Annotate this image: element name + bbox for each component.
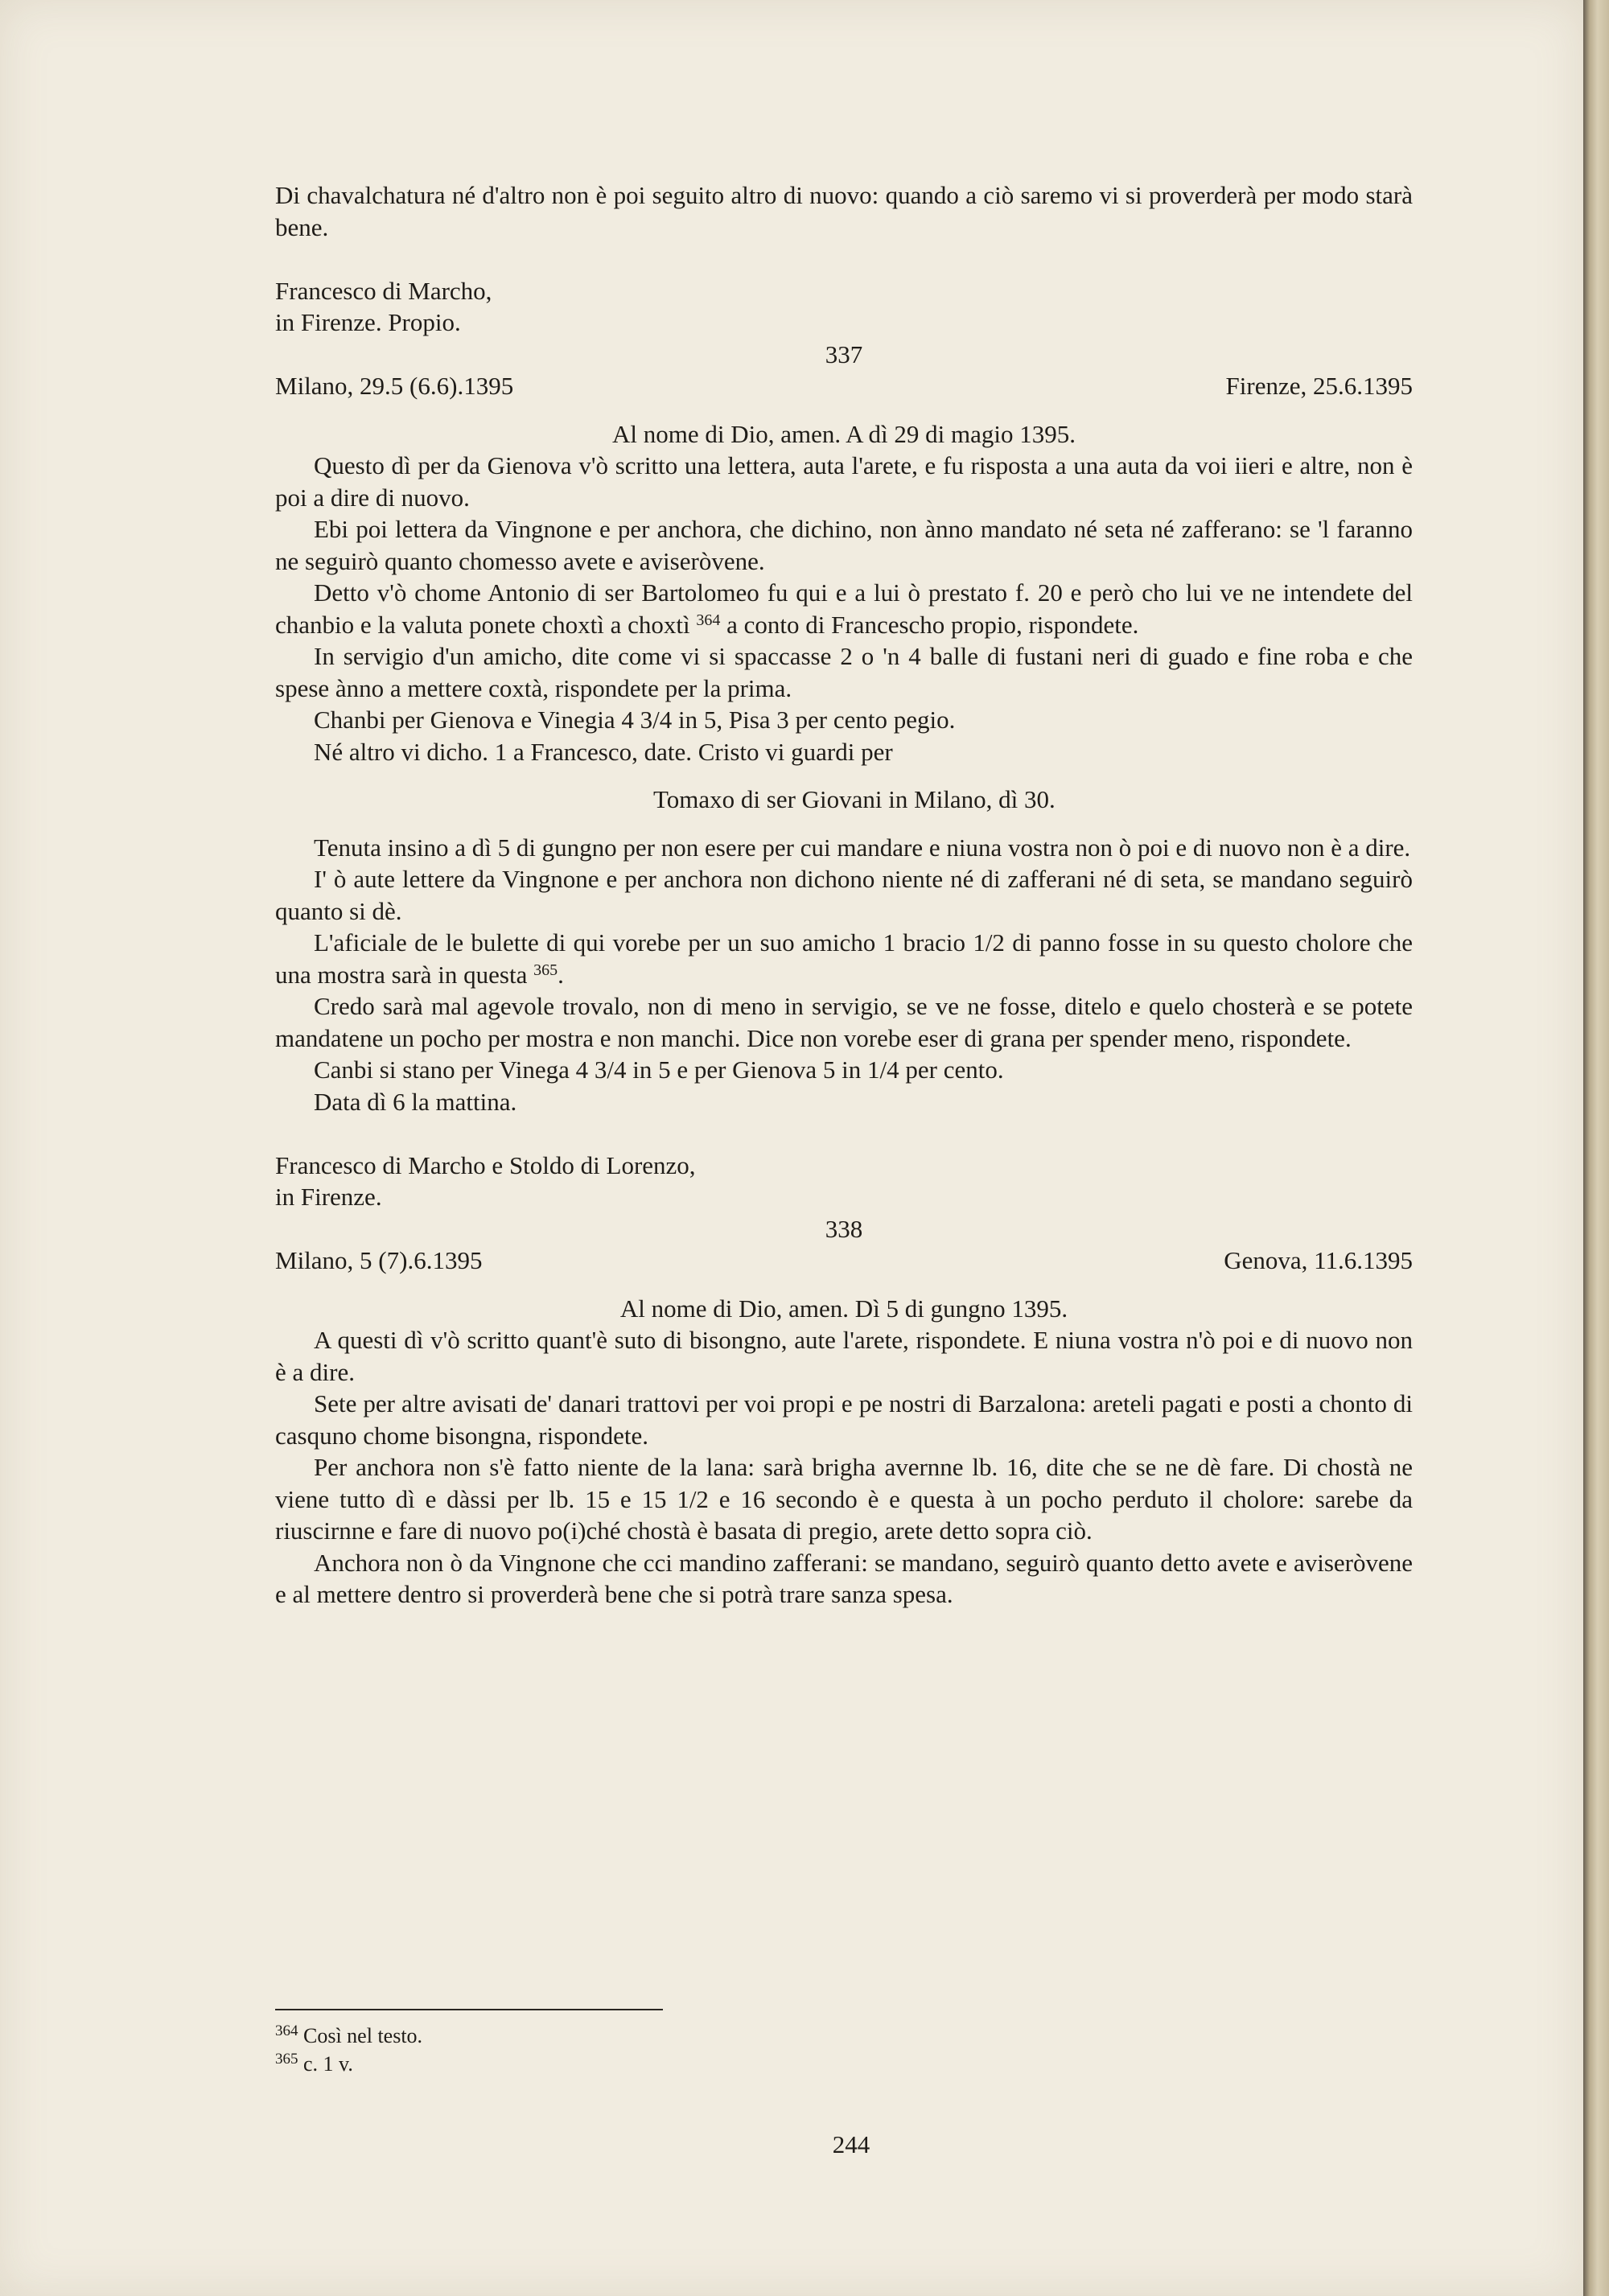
letter-337-paragraph: Ebi poi lettera da Vingnone e per anchora, che dichino, non ànno mandato né seta né zafferano: se 'l faranno ne seguirò quanto chomesso avete e aviseròvene. (275, 515, 1413, 575)
letter-337-paragraph (275, 927, 1413, 990)
letter-337-arrival-date: Firenze, 25.6.1395 (1225, 372, 1413, 400)
footnote-number: 364 (275, 2022, 298, 2039)
letter-337-paragraph: Credo sarà mal agevole trovalo, non di meno in servigio, se ve ne fosse, ditelo e quelo chosterà e se potete mandatene un pocho per mostra e non manchi. Dice non vorebe eser di grana per spender meno, rispondete. (275, 992, 1413, 1052)
footnote-marker-365: 365 (533, 961, 558, 979)
letter-338-salutation: Al nome di Dio, amen. Dì 5 di gungno 1395. (619, 1294, 1068, 1323)
letter-337-paragraph: Canbi si stano per Vinega 4 3/4 in 5 e per Gienova 5 in 1/4 per cento. (314, 1055, 1004, 1084)
letter-337-number: 337 (825, 339, 863, 368)
paragraph-text: Detto v'ò chome Antonio di ser Bartolomeo fu qui e a lui ò prestato f. 20 e però cho lui ve ne intendete del chanbio e la valuta ponete choxtì a choxtì (275, 578, 1413, 639)
letter-337-paragraph: Data dì 6 la mattina. (314, 1087, 517, 1116)
letter-338-dateline (275, 1245, 1413, 1277)
paragraph-text: . (558, 960, 564, 989)
letter-338-paragraph: Sete per altre avisati de' danari trattovi per voi propi e pe nostri di Barzalona: areteli pagati e posti a chonto di casquno chome bisongna, rispondete. (275, 1389, 1413, 1450)
footnote-text: c. 1 v. (303, 2052, 353, 2076)
letter-337-closing: Tomaxo di ser Giovani in Milano, dì 30. (653, 785, 1056, 813)
letter-337-address-name: Francesco di Marcho e Stoldo di Lorenzo, (275, 1150, 696, 1179)
intro-signature-name: Francesco di Marcho, (275, 276, 492, 305)
letter-337-address-place: in Firenze. (275, 1183, 382, 1211)
footnote-number: 365 (275, 2051, 298, 2068)
letter-337-paragraph: Tenuta insino a dì 5 di gungno per non esere per cui mandare e niuna vostra non ò poi e di nuovo non è a dire. (314, 833, 1411, 862)
letter-338-number: 338 (825, 1214, 863, 1243)
footnote-364 (275, 2022, 758, 2050)
intro-signature-place: in Firenze. Propio. (275, 308, 461, 336)
page-body (275, 179, 1413, 1611)
letter-337-paragraph: Questo dì per da Gienova v'ò scritto una lettera, auta l'arete, e fu risposta a una auta da voi iieri e altre, non è poi a dire di nuovo. (275, 451, 1413, 512)
footnote-text: Così nel testo. (303, 2024, 423, 2047)
paragraph-text: L'aficiale de le bulette di qui vorebe per un suo amicho 1 bracio 1/2 di panno fosse in su questo cholore che una mostra sarà in questa (275, 928, 1413, 989)
footnotes (275, 2009, 758, 2078)
footnote-365 (275, 2050, 758, 2078)
letter-337-dateline (275, 370, 1413, 402)
letter-337-paragraph: In servigio d'un amicho, dite come vi si spaccasse 2 o 'n 4 balle di fustani neri di guado e fine roba e che spese ànno a mettere coxtà, rispondete per la prima. (275, 642, 1413, 702)
letter-337-paragraph: Chanbi per Gienova e Vinegia 4 3/4 in 5, Pisa 3 per cento pegio. (314, 706, 956, 734)
letter-337-origin-date: Milano, 29.5 (6.6).1395 (275, 372, 514, 400)
letter-338-paragraph: Per anchora non s'è fatto niente de la lana: sarà brigha avernne lb. 16, dite che se ne dè fare. Di chostà ne viene tutto dì e dàssi per lb. 15 e 15 1/2 e 16 secondo è e questa à un pocho perduto il cholore: sarebe da riuscirnne e fare di nuovo po(i)ché chostà è basata di pregio, arete detto sopra ciò. (275, 1453, 1413, 1545)
letter-338-origin-date: Milano, 5 (7).6.1395 (275, 1246, 483, 1274)
letter-337-salutation: Al nome di Dio, amen. A dì 29 di magio 1395. (611, 419, 1076, 448)
letter-338-paragraph: Anchora non ò da Vingnone che cci mandino zafferani: se mandano, seguirò quanto detto avete e aviseròvene e al mettere dentro si proverderà bene che si potrà trare sanza spesa. (275, 1548, 1413, 1608)
footnote-marker-364: 364 (696, 611, 721, 629)
book-spine-edge (1583, 0, 1609, 2296)
paragraph-text: a conto di Francescho propio, rispondete. (726, 610, 1139, 639)
footnote-divider (275, 2009, 663, 2010)
letter-337-paragraph: I' ò aute lettere da Vingnone e per anchora non dichono niente né di zafferani né di seta, se mandano seguirò quanto si dè. (275, 865, 1413, 925)
page-number: 244 (832, 2130, 870, 2158)
letter-338-paragraph: A questi dì v'ò scritto quant'è suto di bisongno, aute l'arete, rispondete. E niuna vostra n'ò poi e di nuovo non è a dire. (275, 1326, 1413, 1386)
letter-337-paragraph (275, 577, 1413, 640)
letter-337-paragraph: Né altro vi dicho. 1 a Francesco, date. Cristo vi guardi per (314, 737, 893, 766)
intro-paragraph: Di chavalchatura né d'altro non è poi seguito altro di nuovo: quando a ciò saremo vi si proverderà per modo starà bene. (275, 181, 1413, 241)
letter-338-arrival-date: Genova, 11.6.1395 (1224, 1246, 1413, 1274)
